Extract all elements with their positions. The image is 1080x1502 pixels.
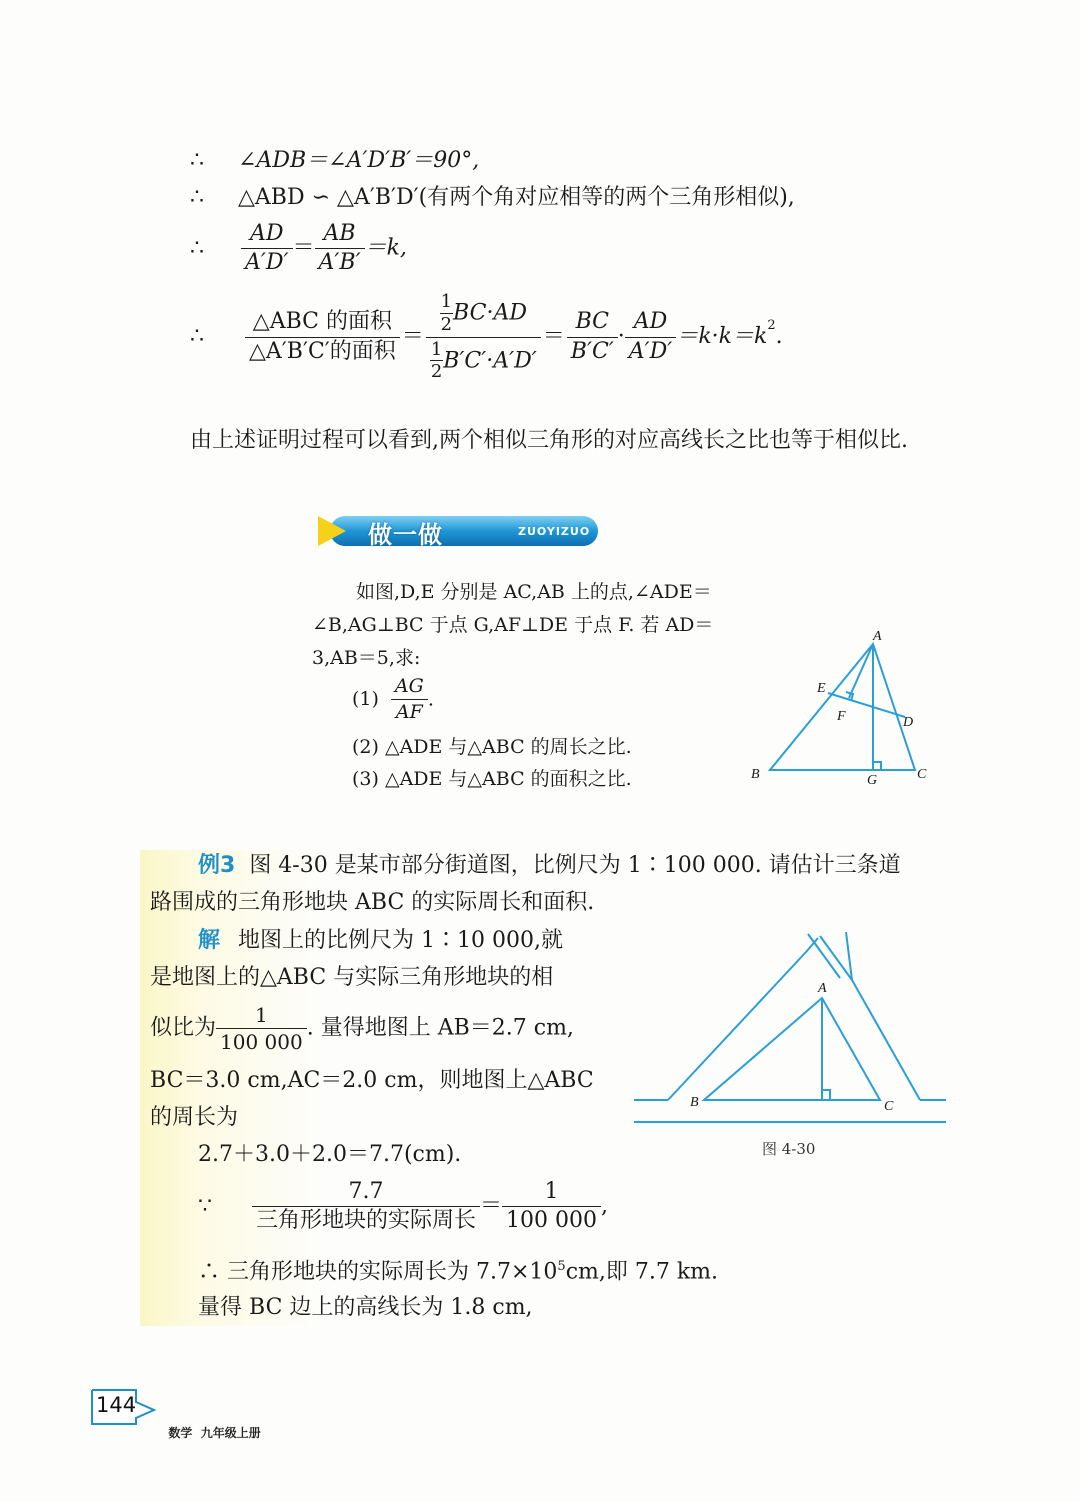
right-angle-g [873,762,881,770]
label-e: E [817,681,826,696]
segment-af [849,644,873,698]
fraction-denominator [426,338,541,383]
book-title-text: 数学 九年级上册 [168,1426,261,1440]
fraction-denominator: A′B′ [318,250,361,276]
road-right-rail-outer [852,980,920,1100]
solution-line-4 [150,1070,594,1092]
fraction-numerator: 1 [440,291,453,312]
page-number-text: 144 [96,1393,137,1417]
b-c-a-d-product: B′C′·A′D′ [443,347,537,373]
triangle-abc-map [704,998,880,1100]
therefore-symbol: ∴ [190,148,204,173]
ad-ratio-fraction [625,310,677,363]
label-a: A [873,629,882,644]
fraction-numerator: AB [315,222,365,249]
map-label-a: A [818,981,827,996]
solution-line-5 [150,1107,238,1129]
banner-pinyin: ZUOYIZUO [518,525,591,538]
solution-text-3-post: . 量得地图上 AB＝2.7 cm, [306,1015,574,1041]
solution-text-4: BC＝3.0 cm,AC＝2.0 cm，则地图上△ABC [150,1068,594,1093]
solution-text-6: 2.7＋3.0＋2.0＝7.7(cm). [198,1142,462,1167]
solution-line-2 [150,967,553,989]
exponent: 2 [767,318,776,334]
question-3-text: (3) △ADE 与△ABC 的面积之比. [352,768,632,790]
question-2-text: (2) △ADE 与△ABC 的周长之比. [352,736,632,758]
question-2 [352,732,632,759]
triangle-figure-ade [745,622,945,792]
period: . [427,688,434,711]
bc-ratio-fraction [567,310,618,363]
label-g: G [867,773,878,788]
fraction-denominator: 100 000 [220,1030,303,1054]
k-squared-result: ＝k·k＝k [676,324,768,350]
multiply-dot: · [617,324,625,350]
book-title [160,1410,261,1441]
proof-line-1-text: ∠ADB＝∠A′D′B′＝90°, [238,148,480,173]
solution-text-5: 的周长为 [150,1105,239,1130]
activity-intro-1 [312,576,713,609]
area-ratio-fraction [245,310,400,363]
one-half [440,292,453,335]
equals-sign: ＝ [542,324,565,350]
fraction-denominator: A′D′ [628,338,673,364]
because-symbol: ∵ [198,1193,212,1219]
banner-title: 做一做 [368,521,443,549]
solution-line-7 [198,1180,608,1233]
question-3 [352,764,632,791]
map-label-b: B [690,1095,699,1110]
equals-sign: ＝ [401,324,424,350]
activity-body [312,576,713,675]
page-number [96,1393,136,1417]
road-left-rail-outer [668,952,806,1100]
fraction-numerator [426,292,541,338]
ag-over-af-fraction [391,676,428,723]
fraction-denominator: B′C′ [570,338,614,364]
figure-caption-text: 图 4-30 [762,1140,816,1158]
fraction-numerator: △ABC 的面积 [245,310,400,337]
label-d: D [903,715,914,730]
example-text-2: 路围成的三角形地块 ABC 的实际周长和面积. [150,890,595,915]
proof-line-3 [190,222,407,275]
example-line-2 [150,892,594,914]
activity-intro-2 [312,609,713,642]
therefore-symbol: ∴ [190,324,204,350]
fraction-numerator: AD [625,310,677,337]
solution-line-9 [198,1297,533,1319]
proof-line-1 [190,150,479,172]
similarity-ratio-fraction [216,1004,307,1053]
fraction-numerator: 7.7 [252,1180,480,1207]
map-label-c: C [884,1099,894,1114]
proof-line-4 [190,292,783,382]
activity-intro-3 [312,642,713,675]
proof-line-2-text: △ABD ∽ △A′B′D′(有两个角对应相等的两个三角形相似), [238,185,795,210]
perimeter-ratio-fraction [252,1180,480,1233]
therefore-text: ∴ 三角形地块的实际周长为 7.7×10 [198,1259,558,1285]
fraction-numerator: 1 [430,338,443,360]
solution-line-8 [198,1260,718,1283]
solution-line-3 [150,1004,574,1053]
label-b: B [751,767,760,782]
scale-fraction [502,1180,601,1233]
period: . [775,324,783,350]
question-1 [352,676,434,723]
proof-line-2 [190,187,795,209]
solution-text-3-pre: 似比为 [150,1015,217,1041]
intro-text-1: 如图,D,E 分别是 AC,AB 上的点,∠ADE＝ [356,581,712,603]
bc-ad-product: BC·AD [453,300,527,326]
solution-line-6 [198,1144,461,1166]
street-map-figure [630,930,950,1130]
example-line-1 [198,855,901,877]
fraction-numerator: 1 [502,1180,601,1207]
fraction-denominator: 100 000 [506,1208,598,1234]
fraction-numerator: 1 [216,1004,307,1029]
fraction-numerator: BC [567,310,618,337]
fraction-denominator: △A′B′C′的面积 [249,338,396,364]
solution-label: 解 [198,928,221,953]
fraction-denominator: 2 [440,313,453,335]
proof-conclusion [190,430,908,452]
conclusion-text: 由上述证明过程可以看到,两个相似三角形的对应高线长之比也等于相似比. [190,428,908,453]
fraction-denominator: 2 [430,361,443,383]
solution-text-1: 地图上的比例尺为 1∶10 000,就 [238,928,563,953]
fraction-denominator: 三角形地块的实际周长 [256,1208,477,1234]
equals-sign: ＝ [480,1193,503,1219]
solution-line-1 [198,930,563,952]
last-line-text: 量得 BC 边上的高线长为 1.8 cm, [198,1295,533,1320]
question-1-label: (1) [352,688,379,711]
fraction-numerator: AG [391,676,428,700]
half-product-fraction [426,292,541,382]
example-label: 例3 [198,853,236,878]
therefore-end-text: cm,即 7.7 km. [565,1259,719,1285]
intro-text-2: ∠B,AG⊥BC 于点 G,AF⊥DE 于点 F. 若 AD＝ [312,614,714,636]
figure-caption [762,1138,815,1159]
comma: , [601,1193,609,1219]
fraction-denominator: AF [395,700,423,723]
equals-k: ＝k, [364,235,407,261]
solution-text-2: 是地图上的△ABC 与实际三角形地块的相 [150,965,554,990]
fraction-denominator: A′D′ [245,250,289,276]
exponent: 5 [557,1259,566,1274]
intro-text-3: 3,AB＝5,求: [312,647,421,669]
fraction-ad-over-a-d [241,222,293,275]
therefore-symbol: ∴ [190,235,204,261]
label-f: F [837,709,846,724]
triangle-abc [770,644,915,770]
one-half [430,340,443,383]
activity-banner [318,514,600,548]
fraction-numerator: AD [241,222,293,249]
right-angle-map [822,1090,830,1100]
example-text-1: 图 4-30 是某市部分街道图，比例尺为 1∶100 000. 请估计三条道 [249,853,901,878]
label-c: C [917,767,927,782]
therefore-symbol: ∴ [190,185,204,210]
equals-sign: ＝ [292,235,315,261]
fraction-ab-over-a-b [315,222,365,275]
